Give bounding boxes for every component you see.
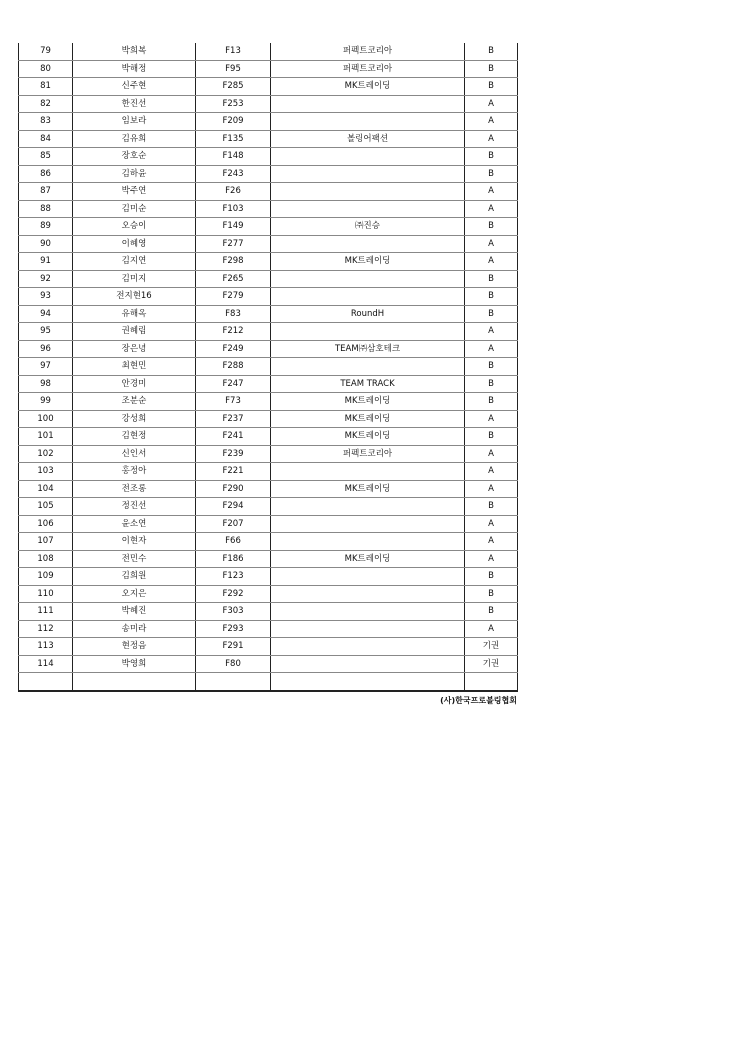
row-number-cell: 113 xyxy=(19,638,73,656)
player-name-cell: 김희원 xyxy=(73,568,196,586)
player-name-cell: 박해정 xyxy=(73,60,196,78)
team-cell: ㈜진승 xyxy=(271,218,465,236)
grade-cell: B xyxy=(465,498,518,516)
row-number-cell: 97 xyxy=(19,358,73,376)
grade-cell: B xyxy=(465,270,518,288)
row-number-cell: 107 xyxy=(19,533,73,551)
team-cell: TEAM㈜삼호테크 xyxy=(271,340,465,358)
player-id-cell: F186 xyxy=(196,550,271,568)
team-cell xyxy=(271,603,465,621)
player-name-cell: 장은녕 xyxy=(73,340,196,358)
player-id-cell: F279 xyxy=(196,288,271,306)
team-cell: 퍼펙트코리아 xyxy=(271,445,465,463)
table-row xyxy=(19,60,518,78)
team-cell: 퍼펙트코리아 xyxy=(271,60,465,78)
player-name-cell: 김유희 xyxy=(73,130,196,148)
grade-cell: A xyxy=(465,253,518,271)
player-id-cell: F249 xyxy=(196,340,271,358)
player-name-cell: 이혜영 xyxy=(73,235,196,253)
player-id-cell: F303 xyxy=(196,603,271,621)
player-name-cell: 현정음 xyxy=(73,638,196,656)
team-cell xyxy=(271,655,465,673)
player-name-cell: 신인서 xyxy=(73,445,196,463)
team-cell xyxy=(271,323,465,341)
player-name-cell: 송미라 xyxy=(73,620,196,638)
player-id-cell: F13 xyxy=(196,43,271,60)
player-id-cell: F253 xyxy=(196,95,271,113)
table-row xyxy=(19,550,518,568)
table-row xyxy=(19,673,518,691)
table-row xyxy=(19,218,518,236)
player-name-cell: 조분순 xyxy=(73,393,196,411)
grade-cell: A xyxy=(465,113,518,131)
row-number-cell: 94 xyxy=(19,305,73,323)
player-name-cell xyxy=(73,673,196,691)
player-name-cell: 오승이 xyxy=(73,218,196,236)
team-cell: MK트레이딩 xyxy=(271,480,465,498)
player-id-cell: F241 xyxy=(196,428,271,446)
table-row xyxy=(19,270,518,288)
table-row xyxy=(19,305,518,323)
player-name-cell: 박주연 xyxy=(73,183,196,201)
table-row xyxy=(19,445,518,463)
table-row xyxy=(19,235,518,253)
player-name-cell: 전조롱 xyxy=(73,480,196,498)
team-cell: MK트레이딩 xyxy=(271,410,465,428)
player-id-cell: F123 xyxy=(196,568,271,586)
player-name-cell: 박혜진 xyxy=(73,603,196,621)
roster-body xyxy=(19,43,518,691)
player-id-cell: F221 xyxy=(196,463,271,481)
team-cell xyxy=(271,148,465,166)
player-id-cell: F209 xyxy=(196,113,271,131)
team-cell xyxy=(271,235,465,253)
table-row xyxy=(19,585,518,603)
player-name-cell: 윤소연 xyxy=(73,515,196,533)
player-id-cell: F277 xyxy=(196,235,271,253)
team-cell xyxy=(271,498,465,516)
player-name-cell: 김하윤 xyxy=(73,165,196,183)
player-name-cell: 박영희 xyxy=(73,655,196,673)
table-row xyxy=(19,638,518,656)
table-row xyxy=(19,480,518,498)
grade-cell: A xyxy=(465,445,518,463)
player-name-cell: 임보라 xyxy=(73,113,196,131)
row-number-cell: 93 xyxy=(19,288,73,306)
table-row xyxy=(19,498,518,516)
grade-cell: A xyxy=(465,620,518,638)
player-id-cell: F285 xyxy=(196,78,271,96)
grade-cell: B xyxy=(465,568,518,586)
grade-cell: B xyxy=(465,585,518,603)
grade-cell: B xyxy=(465,43,518,60)
row-number-cell: 87 xyxy=(19,183,73,201)
player-id-cell xyxy=(196,673,271,691)
row-number-cell: 111 xyxy=(19,603,73,621)
player-id-cell: F294 xyxy=(196,498,271,516)
team-cell xyxy=(271,515,465,533)
grade-cell: A xyxy=(465,183,518,201)
player-id-cell: F288 xyxy=(196,358,271,376)
player-id-cell: F80 xyxy=(196,655,271,673)
grade-cell: B xyxy=(465,148,518,166)
player-name-cell: 김미지 xyxy=(73,270,196,288)
team-cell: 퍼펙트코리아 xyxy=(271,43,465,60)
row-number-cell: 89 xyxy=(19,218,73,236)
row-number-cell: 86 xyxy=(19,165,73,183)
team-cell xyxy=(271,165,465,183)
team-cell: MK트레이딩 xyxy=(271,550,465,568)
team-cell xyxy=(271,270,465,288)
player-id-cell: F243 xyxy=(196,165,271,183)
player-name-cell: 정진선 xyxy=(73,498,196,516)
row-number-cell: 96 xyxy=(19,340,73,358)
row-number-cell: 109 xyxy=(19,568,73,586)
player-id-cell: F103 xyxy=(196,200,271,218)
player-id-cell: F26 xyxy=(196,183,271,201)
table-row xyxy=(19,340,518,358)
organization-name: (사)한국프로볼링협회 xyxy=(440,696,517,705)
grade-cell: B xyxy=(465,428,518,446)
row-number-cell: 88 xyxy=(19,200,73,218)
row-number-cell: 102 xyxy=(19,445,73,463)
team-cell xyxy=(271,200,465,218)
table-row xyxy=(19,130,518,148)
grade-cell: B xyxy=(465,288,518,306)
table-row xyxy=(19,183,518,201)
grade-cell: B xyxy=(465,305,518,323)
player-name-cell: 최현민 xyxy=(73,358,196,376)
grade-cell xyxy=(465,673,518,691)
player-id-cell: F207 xyxy=(196,515,271,533)
row-number-cell: 84 xyxy=(19,130,73,148)
player-name-cell: 한진선 xyxy=(73,95,196,113)
grade-cell: B xyxy=(465,78,518,96)
table-row xyxy=(19,603,518,621)
table-row xyxy=(19,375,518,393)
table-row xyxy=(19,78,518,96)
team-cell xyxy=(271,620,465,638)
row-number-cell: 112 xyxy=(19,620,73,638)
grade-cell: B xyxy=(465,218,518,236)
row-number-cell: 105 xyxy=(19,498,73,516)
team-cell: 볼링어팩션 xyxy=(271,130,465,148)
player-name-cell: 홍정아 xyxy=(73,463,196,481)
player-name-cell: 전지현16 xyxy=(73,288,196,306)
player-name-cell: 김지연 xyxy=(73,253,196,271)
player-name-cell: 신주현 xyxy=(73,78,196,96)
grade-cell: A xyxy=(465,410,518,428)
grade-cell: A xyxy=(465,480,518,498)
row-number-cell: 100 xyxy=(19,410,73,428)
player-name-cell: 유해옥 xyxy=(73,305,196,323)
team-cell xyxy=(271,463,465,481)
table-row xyxy=(19,515,518,533)
grade-cell: B xyxy=(465,603,518,621)
row-number-cell: 92 xyxy=(19,270,73,288)
row-number-cell: 82 xyxy=(19,95,73,113)
row-number-cell: 81 xyxy=(19,78,73,96)
table-row xyxy=(19,358,518,376)
grade-cell: A xyxy=(465,515,518,533)
grade-cell: A xyxy=(465,95,518,113)
row-number-cell: 99 xyxy=(19,393,73,411)
team-cell xyxy=(271,533,465,551)
table-row xyxy=(19,428,518,446)
grade-cell: A xyxy=(465,463,518,481)
row-number-cell: 101 xyxy=(19,428,73,446)
player-id-cell: F135 xyxy=(196,130,271,148)
player-id-cell: F293 xyxy=(196,620,271,638)
player-id-cell: F83 xyxy=(196,305,271,323)
grade-cell: B xyxy=(465,60,518,78)
row-number-cell: 114 xyxy=(19,655,73,673)
table-row xyxy=(19,533,518,551)
team-cell xyxy=(271,183,465,201)
team-cell xyxy=(271,288,465,306)
grade-cell: B xyxy=(465,393,518,411)
table-row xyxy=(19,200,518,218)
table-row xyxy=(19,410,518,428)
table-row xyxy=(19,620,518,638)
table-row xyxy=(19,568,518,586)
grade-cell: B xyxy=(465,165,518,183)
player-id-cell: F95 xyxy=(196,60,271,78)
table-row xyxy=(19,253,518,271)
team-cell: MK트레이딩 xyxy=(271,428,465,446)
table-row xyxy=(19,113,518,131)
player-id-cell: F298 xyxy=(196,253,271,271)
row-number-cell: 80 xyxy=(19,60,73,78)
grade-cell: 기권 xyxy=(465,638,518,656)
player-name-cell: 강성희 xyxy=(73,410,196,428)
player-name-cell: 오지은 xyxy=(73,585,196,603)
row-number-cell: 106 xyxy=(19,515,73,533)
row-number-cell: 83 xyxy=(19,113,73,131)
player-name-cell: 김미순 xyxy=(73,200,196,218)
team-cell xyxy=(271,585,465,603)
row-number-cell: 108 xyxy=(19,550,73,568)
player-id-cell: F212 xyxy=(196,323,271,341)
table-row xyxy=(19,95,518,113)
player-name-cell: 권혜림 xyxy=(73,323,196,341)
row-number-cell: 104 xyxy=(19,480,73,498)
player-id-cell: F149 xyxy=(196,218,271,236)
team-cell: MK트레이딩 xyxy=(271,253,465,271)
team-cell xyxy=(271,95,465,113)
row-number-cell: 95 xyxy=(19,323,73,341)
grade-cell: A xyxy=(465,200,518,218)
row-number-cell: 98 xyxy=(19,375,73,393)
player-roster-table xyxy=(18,43,518,692)
player-id-cell: F148 xyxy=(196,148,271,166)
grade-cell: B xyxy=(465,358,518,376)
row-number-cell: 90 xyxy=(19,235,73,253)
table-row xyxy=(19,288,518,306)
table-row xyxy=(19,463,518,481)
row-number-cell: 91 xyxy=(19,253,73,271)
player-id-cell: F66 xyxy=(196,533,271,551)
table-row xyxy=(19,148,518,166)
row-number-cell: 79 xyxy=(19,43,73,60)
team-cell: TEAM TRACK xyxy=(271,375,465,393)
team-cell: MK트레이딩 xyxy=(271,393,465,411)
player-name-cell: 장호순 xyxy=(73,148,196,166)
player-id-cell: F290 xyxy=(196,480,271,498)
grade-cell: A xyxy=(465,533,518,551)
player-name-cell: 안경미 xyxy=(73,375,196,393)
table-row xyxy=(19,165,518,183)
grade-cell: A xyxy=(465,340,518,358)
table-row xyxy=(19,43,518,60)
player-id-cell: F247 xyxy=(196,375,271,393)
player-name-cell: 김현정 xyxy=(73,428,196,446)
player-id-cell: F237 xyxy=(196,410,271,428)
table-row xyxy=(19,393,518,411)
team-cell xyxy=(271,568,465,586)
row-number-cell: 85 xyxy=(19,148,73,166)
team-cell: RoundH xyxy=(271,305,465,323)
grade-cell: 기권 xyxy=(465,655,518,673)
player-name-cell: 전민수 xyxy=(73,550,196,568)
table-row xyxy=(19,323,518,341)
player-id-cell: F292 xyxy=(196,585,271,603)
player-name-cell: 이현자 xyxy=(73,533,196,551)
team-cell xyxy=(271,638,465,656)
table-row xyxy=(19,655,518,673)
row-number-cell: 103 xyxy=(19,463,73,481)
row-number-cell xyxy=(19,673,73,691)
player-id-cell: F73 xyxy=(196,393,271,411)
grade-cell: A xyxy=(465,550,518,568)
team-cell xyxy=(271,113,465,131)
player-id-cell: F265 xyxy=(196,270,271,288)
row-number-cell: 110 xyxy=(19,585,73,603)
team-cell: MK트레이딩 xyxy=(271,78,465,96)
team-cell xyxy=(271,673,465,691)
grade-cell: B xyxy=(465,375,518,393)
grade-cell: A xyxy=(465,235,518,253)
player-id-cell: F239 xyxy=(196,445,271,463)
grade-cell: A xyxy=(465,130,518,148)
grade-cell: A xyxy=(465,323,518,341)
player-id-cell: F291 xyxy=(196,638,271,656)
team-cell xyxy=(271,358,465,376)
player-name-cell: 박희복 xyxy=(73,43,196,60)
